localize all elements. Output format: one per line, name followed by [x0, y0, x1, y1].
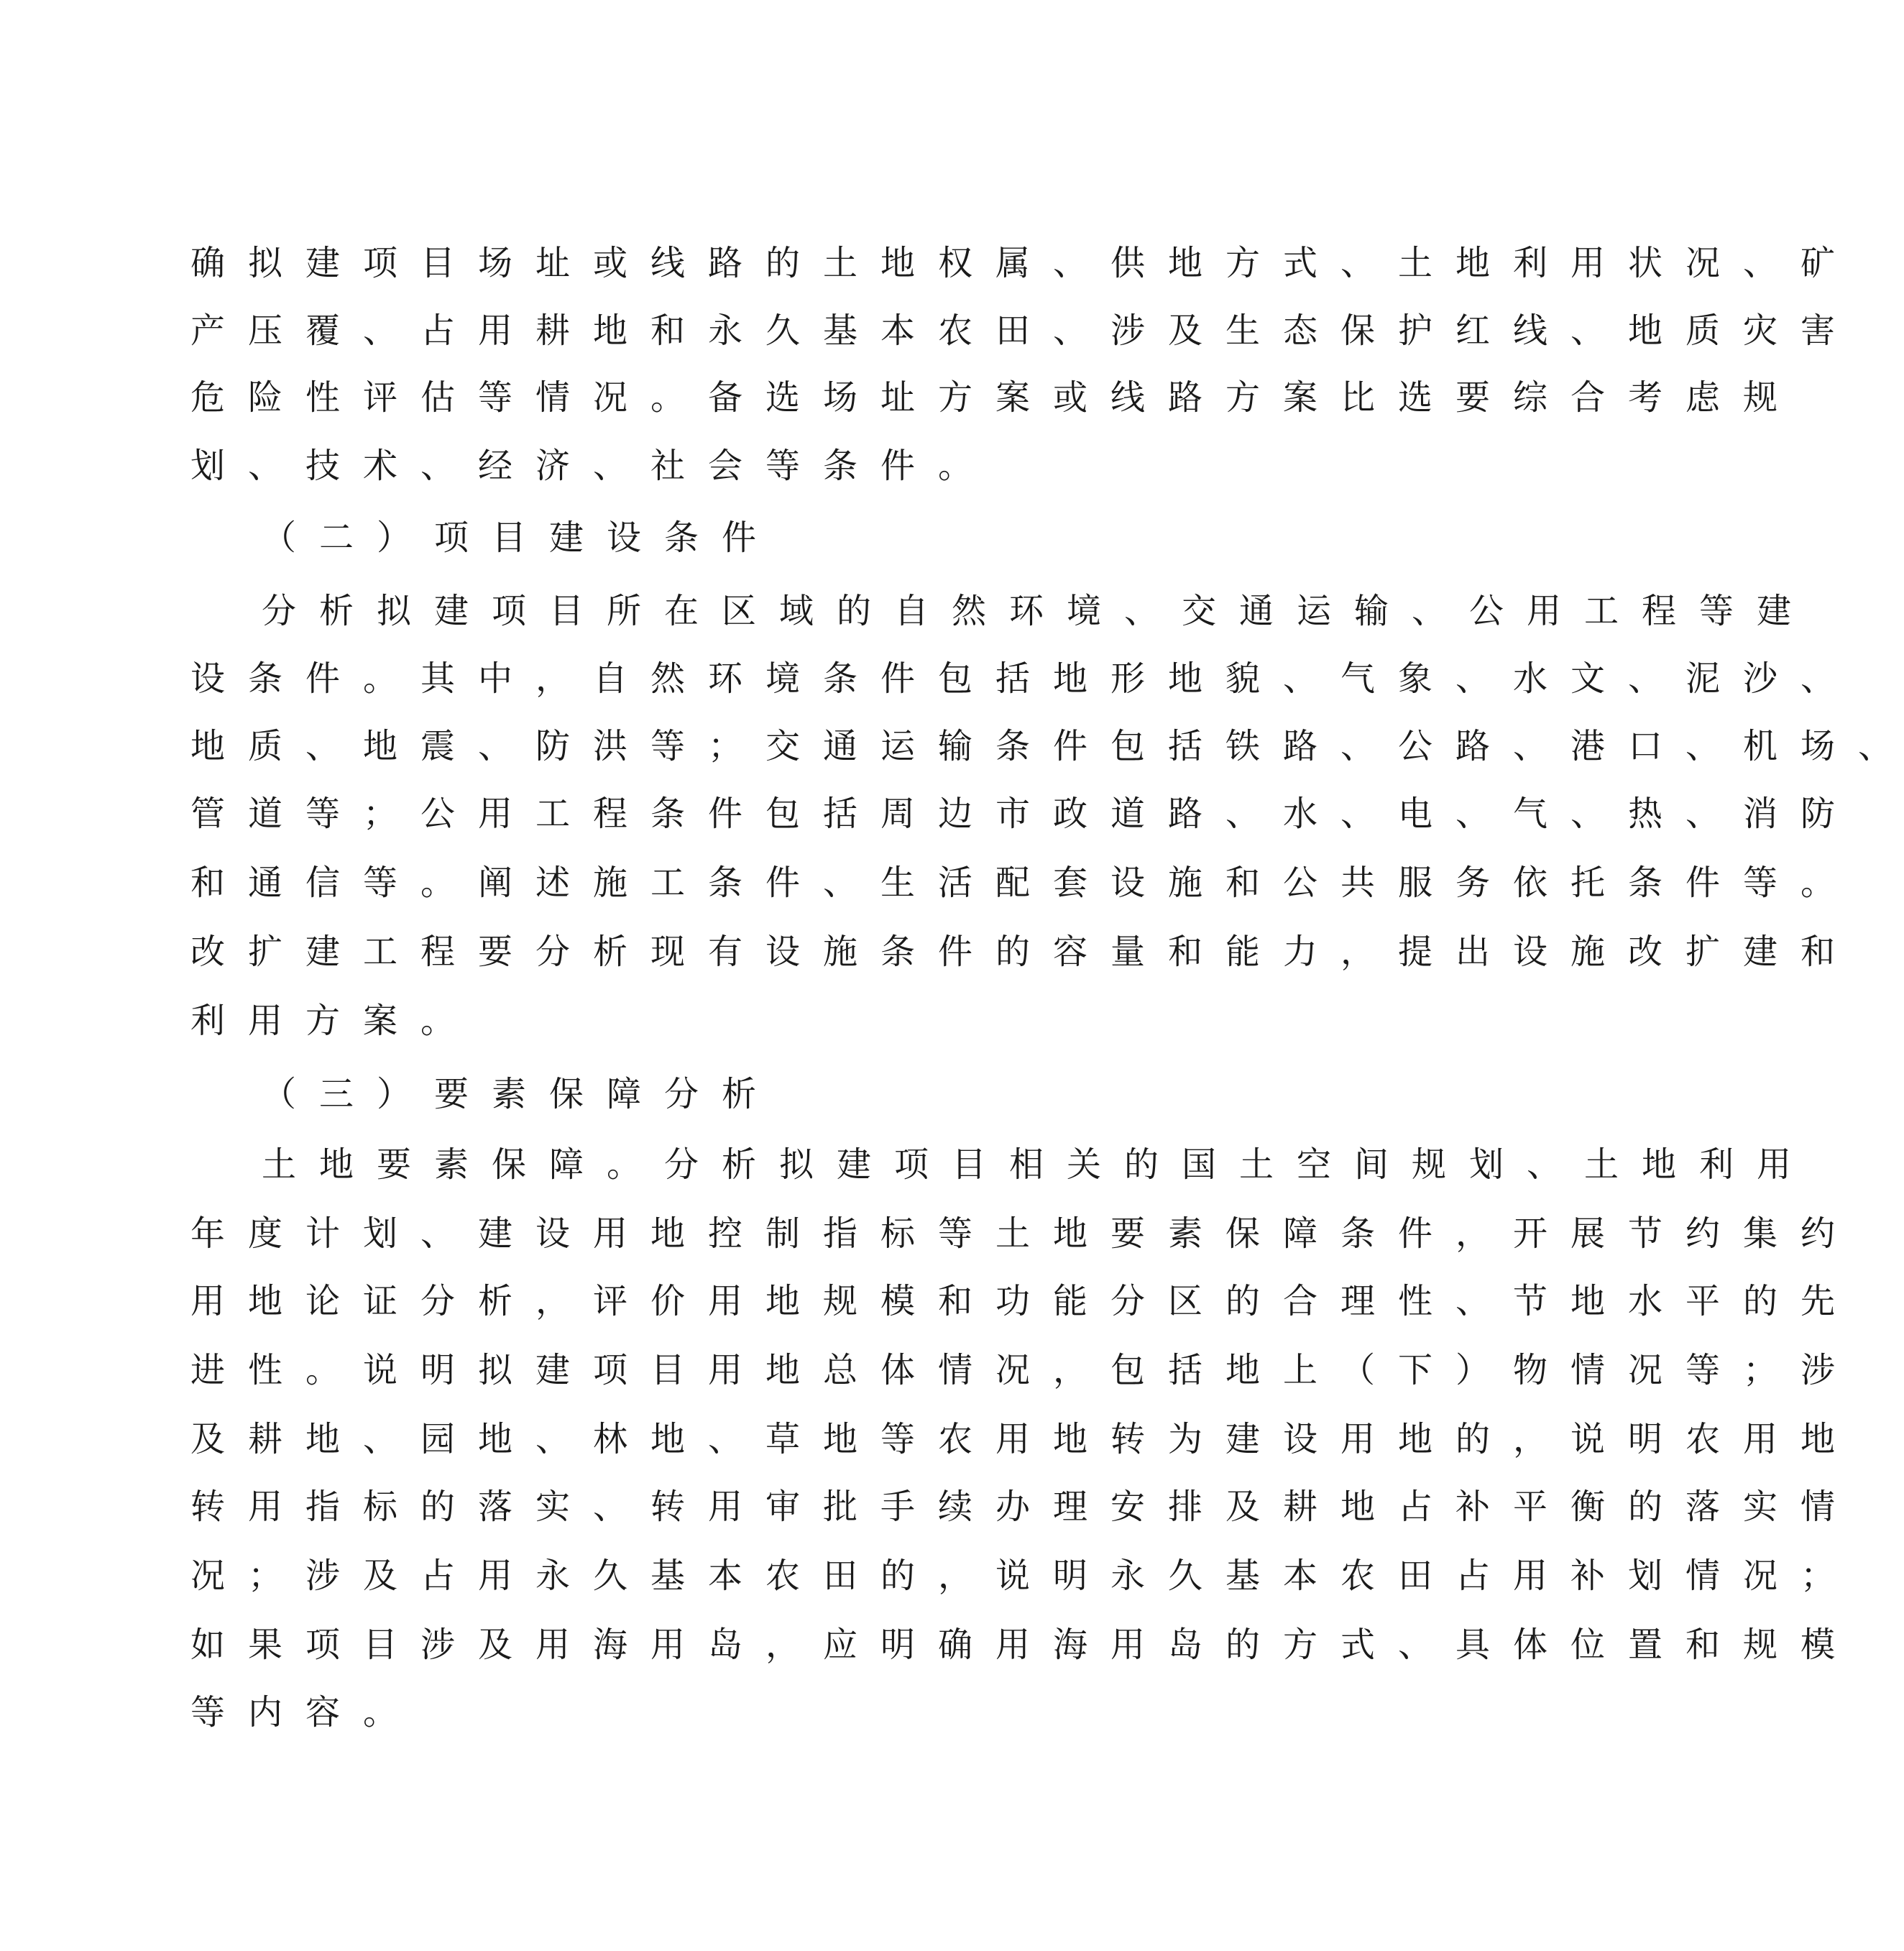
- text-line: 如 果 项 目 涉 及 用 海 用 岛 ， 应 明 确 用 海 用 岛 的 方 式 、 具 体 位 置 和 规 模: [190, 1625, 1835, 1665]
- text-line: 况 ； 涉 及 占 用 永 久 基 本 农 田 的 ， 说 明 永 久 基 本 农 田 占 用 补 划 情 况 ；: [190, 1556, 1835, 1596]
- text-line: 等 内 容 。: [190, 1692, 397, 1732]
- text-line: 危 险 性 评 估 等 情 况 。 备 选 场 址 方 案 或 线 路 方 案 比 选 要 综 合 考 虑 规: [190, 377, 1777, 418]
- text-line: 改 扩 建 工 程 要 分 析 现 有 设 施 条 件 的 容 量 和 能 力 ， 提 出 设 施 改 扩 建 和: [190, 932, 1835, 972]
- text-line: 设 条 件 。 其 中 ， 自 然 环 境 条 件 包 括 地 形 地 貌 、 气 象 、 水 文 、 泥 沙 、: [190, 658, 1835, 699]
- text-line: 用 地 论 证 分 析 ， 评 价 用 地 规 模 和 功 能 分 区 的 合 理 性 、 节 地 水 平 的 先: [190, 1281, 1835, 1321]
- text-line: 产 压 覆 、 占 用 耕 地 和 永 久 基 本 农 田 、 涉 及 生 态 保 护 红 线 、 地 质 灾 害: [190, 311, 1835, 351]
- section-heading: （ 二 ） 项 目 建 设 条 件: [261, 518, 756, 558]
- text-line: 及 耕 地 、 园 地 、 林 地 、 草 地 等 农 用 地 转 为 建 设 用 地 的 ， 说 明 农 用 地: [190, 1419, 1835, 1459]
- text-line: 土 地 要 素 保 障 。 分 析 拟 建 项 目 相 关 的 国 土 空 间 规 划 、 土 地 利 用: [261, 1144, 1791, 1185]
- text-line: 划 、 技 术 、 经 济 、 社 会 等 条 件 。: [190, 446, 972, 486]
- text-line: 管 道 等 ； 公 用 工 程 条 件 包 括 周 边 市 政 道 路 、 水 、 电 、 气 、 热 、 消 防: [190, 794, 1835, 834]
- text-line: 利 用 方 案 。: [190, 1001, 455, 1041]
- text-line: 确 拟 建 项 目 场 址 或 线 路 的 土 地 权 属 、 供 地 方 式 、 土 地 利 用 状 况 、 矿: [190, 243, 1835, 283]
- text-line: 进 性 。 说 明 拟 建 项 目 用 地 总 体 情 况 ， 包 括 地 上 （ 下 ） 物 情 况 等 ； 涉: [190, 1350, 1835, 1390]
- text-line: 年 度 计 划 、 建 设 用 地 控 制 指 标 等 土 地 要 素 保 障 条 件 ， 开 展 节 约 集 约: [190, 1213, 1835, 1254]
- section-heading: （ 三 ） 要 素 保 障 分 析: [261, 1074, 756, 1114]
- text-line: 地 质 、 地 震 、 防 洪 等 ； 交 通 运 输 条 件 包 括 铁 路 、 公 路 、 港 口 、 机 场 、: [190, 726, 1892, 766]
- text-line: 分 析 拟 建 项 目 所 在 区 域 的 自 然 环 境 、 交 通 运 输 、 公 用 工 程 等 建: [261, 591, 1791, 631]
- text-line: 和 通 信 等 。 阐 述 施 工 条 件 、 生 活 配 套 设 施 和 公 共 服 务 依 托 条 件 等 。: [190, 863, 1835, 903]
- text-line: 转 用 指 标 的 落 实 、 转 用 审 批 手 续 办 理 安 排 及 耕 地 占 补 平 衡 的 落 实 情: [190, 1487, 1835, 1527]
